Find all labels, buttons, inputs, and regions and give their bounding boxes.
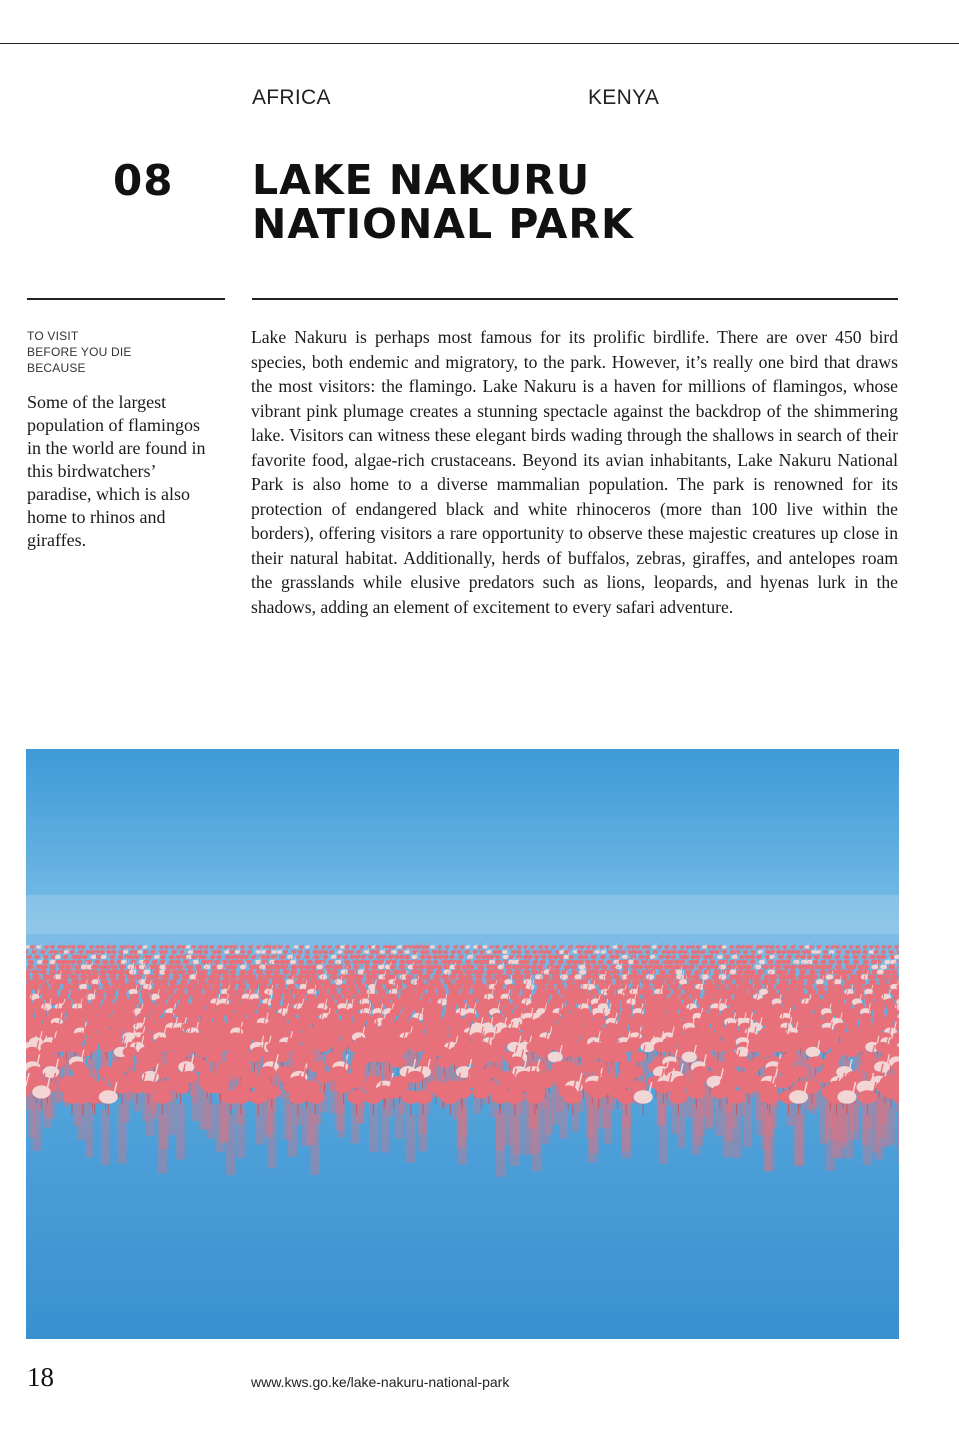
sidebar-kicker [27,328,217,376]
page-title-line: NATIONAL PARK [252,200,634,248]
flamingo-reflection [310,1115,320,1175]
flamingo-reflection [395,1104,404,1139]
horizon-haze [26,895,899,935]
flamingo-reflection [659,1104,668,1164]
flamingo-reflection [496,1115,506,1177]
sidebar-rule [27,298,225,300]
body-text: Lake Nakuru is perhaps most famous for its prolific birdlife. There are over 450 bird species, both endemic and migratory, to the park. However, it’s really one bird that draws the most visitors: the flamingo. Lake Nakuru is a haven for millions of flamingos, whose vibrant pink plumage creates a stunning spectacle against the backdrop of the shimmering lake. Visitors can witness these elegant birds wading through the shallows in search of their favorite food, algae-rich crustaceans. Beyond its avian inhabitants, Lake Nakuru National Park is also home to a diverse mammalian population. The park is renowned for its protection of endangered black and white rhinoceros (more than 100 live within the borders), offering visitors a rare opportunity to observe these majestic creatures up close in their natural habitat. Additionally, herds of buffalos, zebras, giraffes, and antelopes roam the grasslands while elusive predators such as lions, leopards, and hyenas lurk in the shadows, adding an element of excitement to every safari adventure. [251,327,898,617]
kicker-line: BEFORE YOU DIE [27,345,132,359]
flamingo-reflection [706,1093,715,1127]
flamingo-reflection [337,1093,346,1138]
sidebar-note: Some of the largest population of flamingos in the world are found in this birdwatchers’ paradise, which is also home to rhinos and giraffes. [27,392,206,550]
flamingo-reflection [732,1115,742,1158]
flamingo-reflection [216,1104,225,1153]
flamingo-photo [26,749,899,1339]
flamingo-reflection [176,1104,185,1160]
flamingo-reflection [146,1093,155,1136]
page-title [252,158,892,246]
entry-number: 08 [113,156,174,205]
page-title-line: LAKE NAKURU [252,156,591,204]
flamingo-reflection [226,1115,236,1176]
flamingo-reflection [157,1115,167,1174]
kicker-line: TO VISIT [27,329,79,343]
flamingo-reflection [897,1115,899,1150]
flamingo-reflection [588,1104,597,1163]
flamingo-reflection [559,1098,568,1138]
flamingo-reflection [723,1104,732,1157]
continent-label: AFRICA [252,86,331,109]
flamingo-photo-image [26,749,899,1339]
flamingo-reflection [418,1115,428,1152]
flamingo-reflection [510,1115,520,1166]
flamingo-reflection [192,1077,200,1122]
flamingo-reflection [765,1115,775,1171]
flamingo-reflection [32,1104,41,1151]
country-label: KENYA [588,86,660,109]
flamingo-reflection [267,1109,276,1168]
flamingo-reflection [863,1115,873,1165]
flamingo-reflection [237,1109,246,1158]
flamingo-reflection [288,1104,297,1157]
flamingo-reflection [530,1115,540,1154]
flamingo-reflection [886,1109,895,1145]
flamingo-reflection [692,1104,701,1155]
flamingo-reflection [794,1115,804,1167]
flamingo-reflection [541,1098,550,1144]
flamingo-reflection [302,1109,311,1146]
flamingo-reflection [381,1104,390,1153]
flamingo-reflection [351,1098,360,1143]
flamingo-reflection [406,1115,416,1163]
top-rule [0,43,959,44]
flamingo-reflection [101,1109,110,1165]
flamingo-reflection [458,1109,467,1165]
flamingo-reflection [744,1093,753,1148]
flamingo-reflection [118,1104,127,1164]
body-rule [252,298,898,300]
flamingo-reflection [832,1115,842,1158]
flamingo-reflection [603,1104,612,1144]
flamingo-reflection [85,1104,94,1158]
flamingo-reflection [850,1104,859,1140]
flamingo-reflection [207,1104,216,1139]
kicker-line: BECAUSE [27,361,86,375]
flamingo-reflection [621,1115,631,1159]
flamingo-reflection [256,1098,265,1144]
